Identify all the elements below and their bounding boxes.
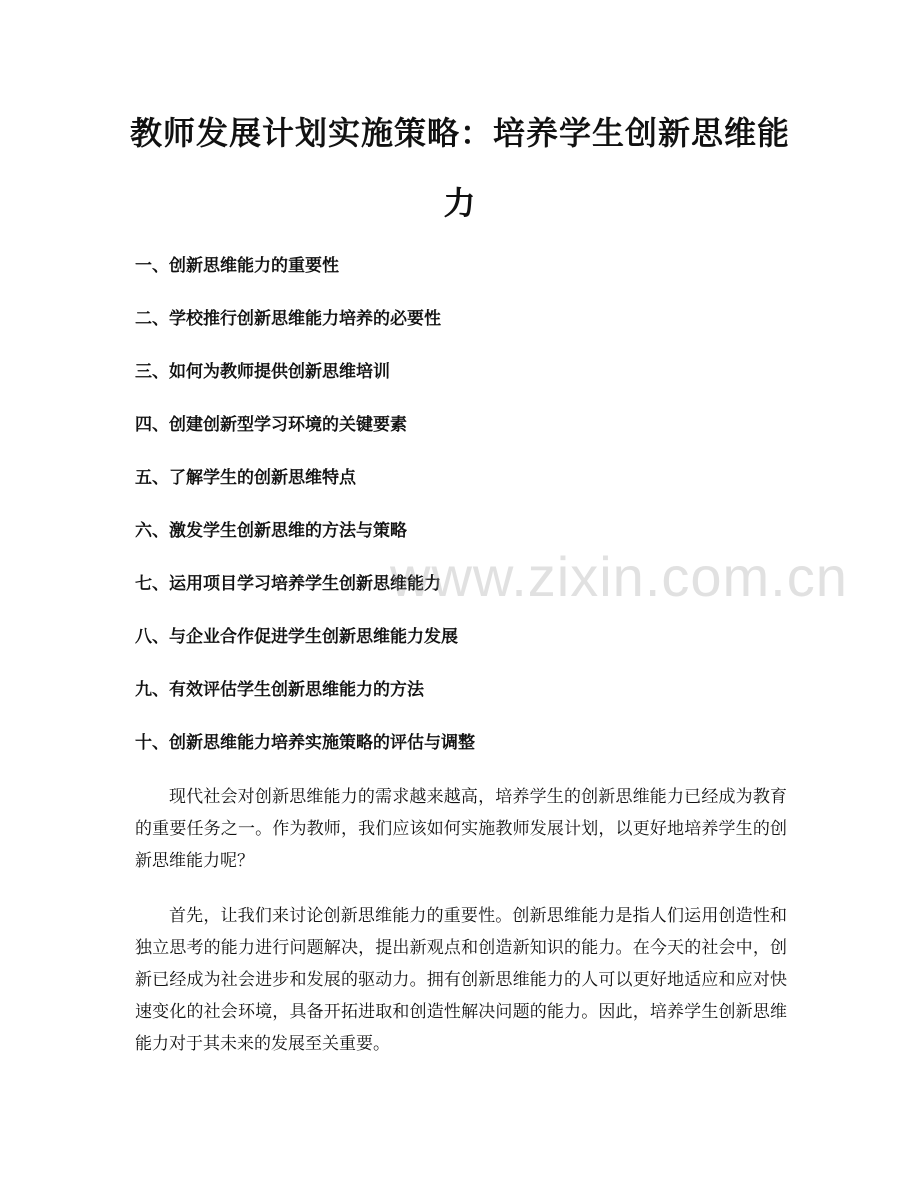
toc-item: 一、创新思维能力的重要性 — [135, 256, 339, 276]
table-of-contents — [135, 251, 795, 781]
body-paragraph-importance: 首先，让我们来讨论创新思维能力的重要性。创新思维能力是指人们运用创造性和独立思考的能力进行问题解决，提出新观点和创造新知识的能力。在今天的社会中，创新已经成为社会进步和发展的驱动力。拥有创新思维能力的人可以更好地适应和应对快速变化的社会环境，具备开拓进取和创造性解决问题的能力。因此，培养学生创新思维能力对于其未来的发展至关重要。 — [135, 906, 787, 1054]
toc-item: 七、运用项目学习培养学生创新思维能力 — [135, 574, 441, 594]
toc-item: 十、创新思维能力培养实施策略的评估与调整 — [135, 733, 475, 753]
body-paragraph-intro: 现代社会对创新思维能力的需求越来越高，培养学生的创新思维能力已经成为教育的重要任务之一。作为教师，我们应该如何实施教师发展计划，以更好地培养学生的创新思维能力呢？ — [135, 787, 787, 871]
toc-item: 八、与企业合作促进学生创新思维能力发展 — [135, 627, 458, 647]
page-title: 教师发展计划实施策略：培养学生创新思维能力 — [129, 114, 790, 222]
toc-item: 三、如何为教师提供创新思维培训 — [135, 362, 390, 382]
toc-item: 五、了解学生的创新思维特点 — [135, 468, 356, 488]
toc-item: 九、有效评估学生创新思维能力的方法 — [135, 680, 424, 700]
toc-item: 六、激发学生创新思维的方法与策略 — [135, 521, 407, 541]
toc-item: 四、创建创新型学习环境的关键要素 — [135, 415, 407, 435]
watermark: www.zixin.com.cn — [390, 545, 848, 608]
toc-item: 二、学校推行创新思维能力培养的必要性 — [135, 309, 441, 329]
